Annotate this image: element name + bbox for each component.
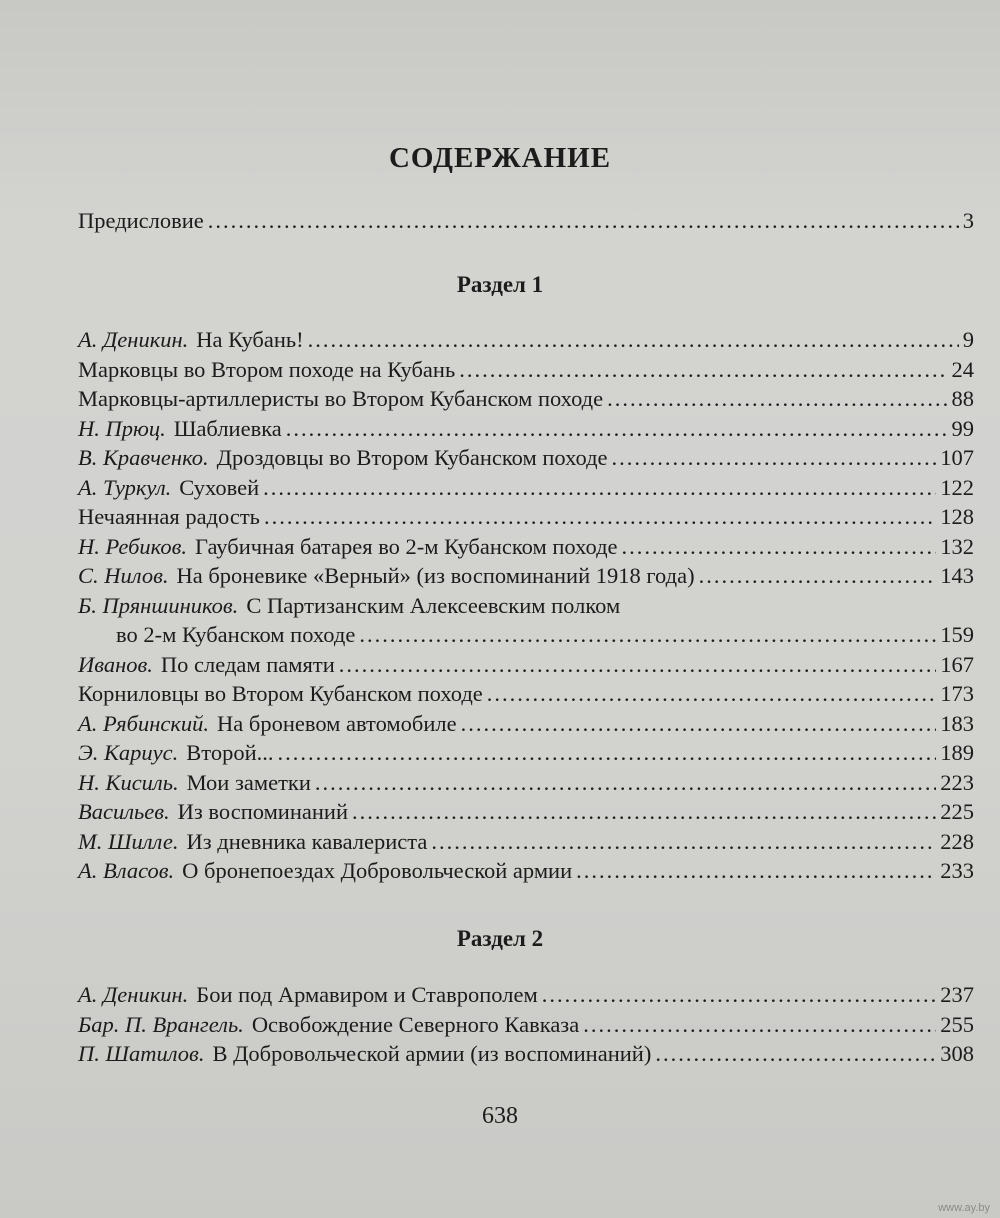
entry-page: 225 xyxy=(940,799,974,824)
toc-row xyxy=(78,738,974,768)
section-heading-1: Раздел 1 xyxy=(456,272,544,297)
entry-title: Суховей xyxy=(179,474,260,500)
dot-leader xyxy=(208,206,959,236)
entry-title: Бои под Армавиром и Ставрополем xyxy=(196,982,538,1007)
entry-author: В. Кравченко. xyxy=(78,445,209,470)
toc-row-continuation xyxy=(78,620,974,650)
entry-page: 167 xyxy=(940,651,974,677)
entry-page: 132 xyxy=(940,533,974,559)
toc-row xyxy=(78,591,974,621)
entry-author: Н. Ребиков. xyxy=(78,533,187,559)
entry-author: П. Шатилов. xyxy=(78,1041,205,1066)
entry-author: А. Деникин. xyxy=(78,982,189,1007)
dot-leader xyxy=(308,325,959,355)
dot-leader xyxy=(459,355,947,385)
dot-leader xyxy=(583,1010,936,1040)
entry-page: 233 xyxy=(940,858,974,883)
entry-title: На Кубань! xyxy=(196,327,304,352)
entry-title: В Добровольческой армии (из воспоминаний) xyxy=(212,1041,652,1066)
dot-leader xyxy=(487,679,936,709)
dot-leader xyxy=(655,1039,936,1069)
entry-title: Марковцы-артиллеристы во Втором Кубанском походе xyxy=(78,386,604,411)
dot-leader xyxy=(699,561,937,591)
entry-title: На броневике «Верный» (из воспоминаний 1918 года) xyxy=(176,563,695,588)
entry-title: На броневом автомобиле xyxy=(217,710,457,736)
toc-row xyxy=(78,1039,974,1069)
entry-page: 3 xyxy=(962,208,974,233)
entry-page: 173 xyxy=(940,681,974,706)
entry-page: 128 xyxy=(940,504,974,529)
toc-row xyxy=(78,414,974,444)
dot-leader xyxy=(339,650,937,680)
entry-page: 99 xyxy=(951,415,974,441)
entry-title: Из дневника кавалериста xyxy=(186,828,428,854)
watermark: www.ay.by xyxy=(938,1202,990,1214)
dot-leader xyxy=(352,797,936,827)
entry-title: Нечаянная радость xyxy=(78,504,260,529)
entry-author: С. Нилов. xyxy=(78,563,169,588)
entry-page: 159 xyxy=(940,622,974,647)
entry-title: Дроздовцы во Втором Кубанском походе xyxy=(216,445,608,470)
entry-author: А. Рябинский. xyxy=(78,710,210,736)
entry-author: Н. Прюц. xyxy=(78,415,166,441)
toc-row xyxy=(78,384,974,414)
toc-row xyxy=(78,206,974,236)
entry-page: 9 xyxy=(962,327,974,352)
entry-author: А. Власов. xyxy=(78,858,175,883)
entry-page: 308 xyxy=(940,1041,974,1066)
entry-page: 143 xyxy=(940,563,974,588)
entry-title: Второй... xyxy=(186,740,274,765)
preface-entry xyxy=(78,206,974,236)
entry-author: Н. Кисиль. xyxy=(78,769,179,795)
entry-author: Бар. П. Врангель. xyxy=(78,1011,244,1037)
entry-page: 24 xyxy=(951,356,974,382)
entry-page: 183 xyxy=(940,710,974,736)
toc-row xyxy=(78,827,974,857)
dot-leader xyxy=(576,856,936,886)
toc-row xyxy=(78,532,974,562)
entry-author: А. Деникин. xyxy=(78,327,189,352)
toc-row xyxy=(78,768,974,798)
entry-title: Корниловцы во Втором Кубанском походе xyxy=(78,681,483,706)
section-1-list xyxy=(78,325,974,886)
dot-leader xyxy=(612,443,937,473)
toc-row xyxy=(78,473,974,503)
dot-leader xyxy=(263,473,936,503)
dot-leader xyxy=(622,532,937,562)
entry-author: Васильев. xyxy=(78,799,170,824)
toc-row xyxy=(78,355,974,385)
entry-page: 189 xyxy=(940,740,974,765)
entry-author: Иванов. xyxy=(78,651,153,677)
toc-row xyxy=(78,856,974,886)
entry-page: 223 xyxy=(940,769,974,795)
dot-leader xyxy=(607,384,947,414)
entry-title: По следам памяти xyxy=(160,651,335,677)
dot-leader xyxy=(286,414,948,444)
entry-title: О бронепоездах Добровольческой армии xyxy=(182,858,573,883)
dot-leader xyxy=(542,980,937,1010)
dot-leader xyxy=(278,738,937,768)
entry-title: Предисловие xyxy=(78,208,204,233)
entry-title: Из воспоминаний xyxy=(177,799,348,824)
toc-row xyxy=(78,443,974,473)
entry-page: 255 xyxy=(940,1011,974,1037)
toc-row xyxy=(78,502,974,532)
entry-title: С Партизанским Алексеевским полком xyxy=(246,592,621,618)
section-heading-2: Раздел 2 xyxy=(456,926,544,951)
entry-title: Гаубичная батарея во 2-м Кубанском походе xyxy=(195,533,618,559)
entry-author: А. Туркул. xyxy=(78,474,172,500)
dot-leader xyxy=(359,620,936,650)
entry-page: 237 xyxy=(940,982,974,1007)
entry-page: 122 xyxy=(940,474,974,500)
entry-page: 228 xyxy=(940,828,974,854)
entry-title-continuation: во 2-м Кубанском походе xyxy=(116,622,356,647)
dot-leader xyxy=(431,827,936,857)
entry-author: М. Шилле. xyxy=(78,828,179,854)
toc-row xyxy=(78,561,974,591)
page-title: СОДЕРЖАНИЕ xyxy=(388,142,612,174)
toc-row xyxy=(78,709,974,739)
toc-row xyxy=(78,980,974,1010)
entry-page: 107 xyxy=(940,445,974,470)
section-2-list xyxy=(78,980,974,1069)
dot-leader xyxy=(461,709,937,739)
toc-row xyxy=(78,650,974,680)
dot-leader xyxy=(315,768,936,798)
toc-row xyxy=(78,325,974,355)
entry-title: Мои заметки xyxy=(186,769,311,795)
toc-row xyxy=(78,679,974,709)
page-number: 638 xyxy=(482,1103,518,1129)
entry-page: 88 xyxy=(951,386,974,411)
dot-leader xyxy=(264,502,936,532)
entry-author: Б. Пряншиников. xyxy=(78,592,239,618)
entry-title: Освобождение Северного Кавказа xyxy=(251,1011,580,1037)
entry-title: Шаблиевка xyxy=(173,415,282,441)
entry-title: Марковцы во Втором походе на Кубань xyxy=(78,356,456,382)
toc-row xyxy=(78,1010,974,1040)
entry-author: Э. Кариус. xyxy=(78,740,179,765)
toc-row xyxy=(78,797,974,827)
